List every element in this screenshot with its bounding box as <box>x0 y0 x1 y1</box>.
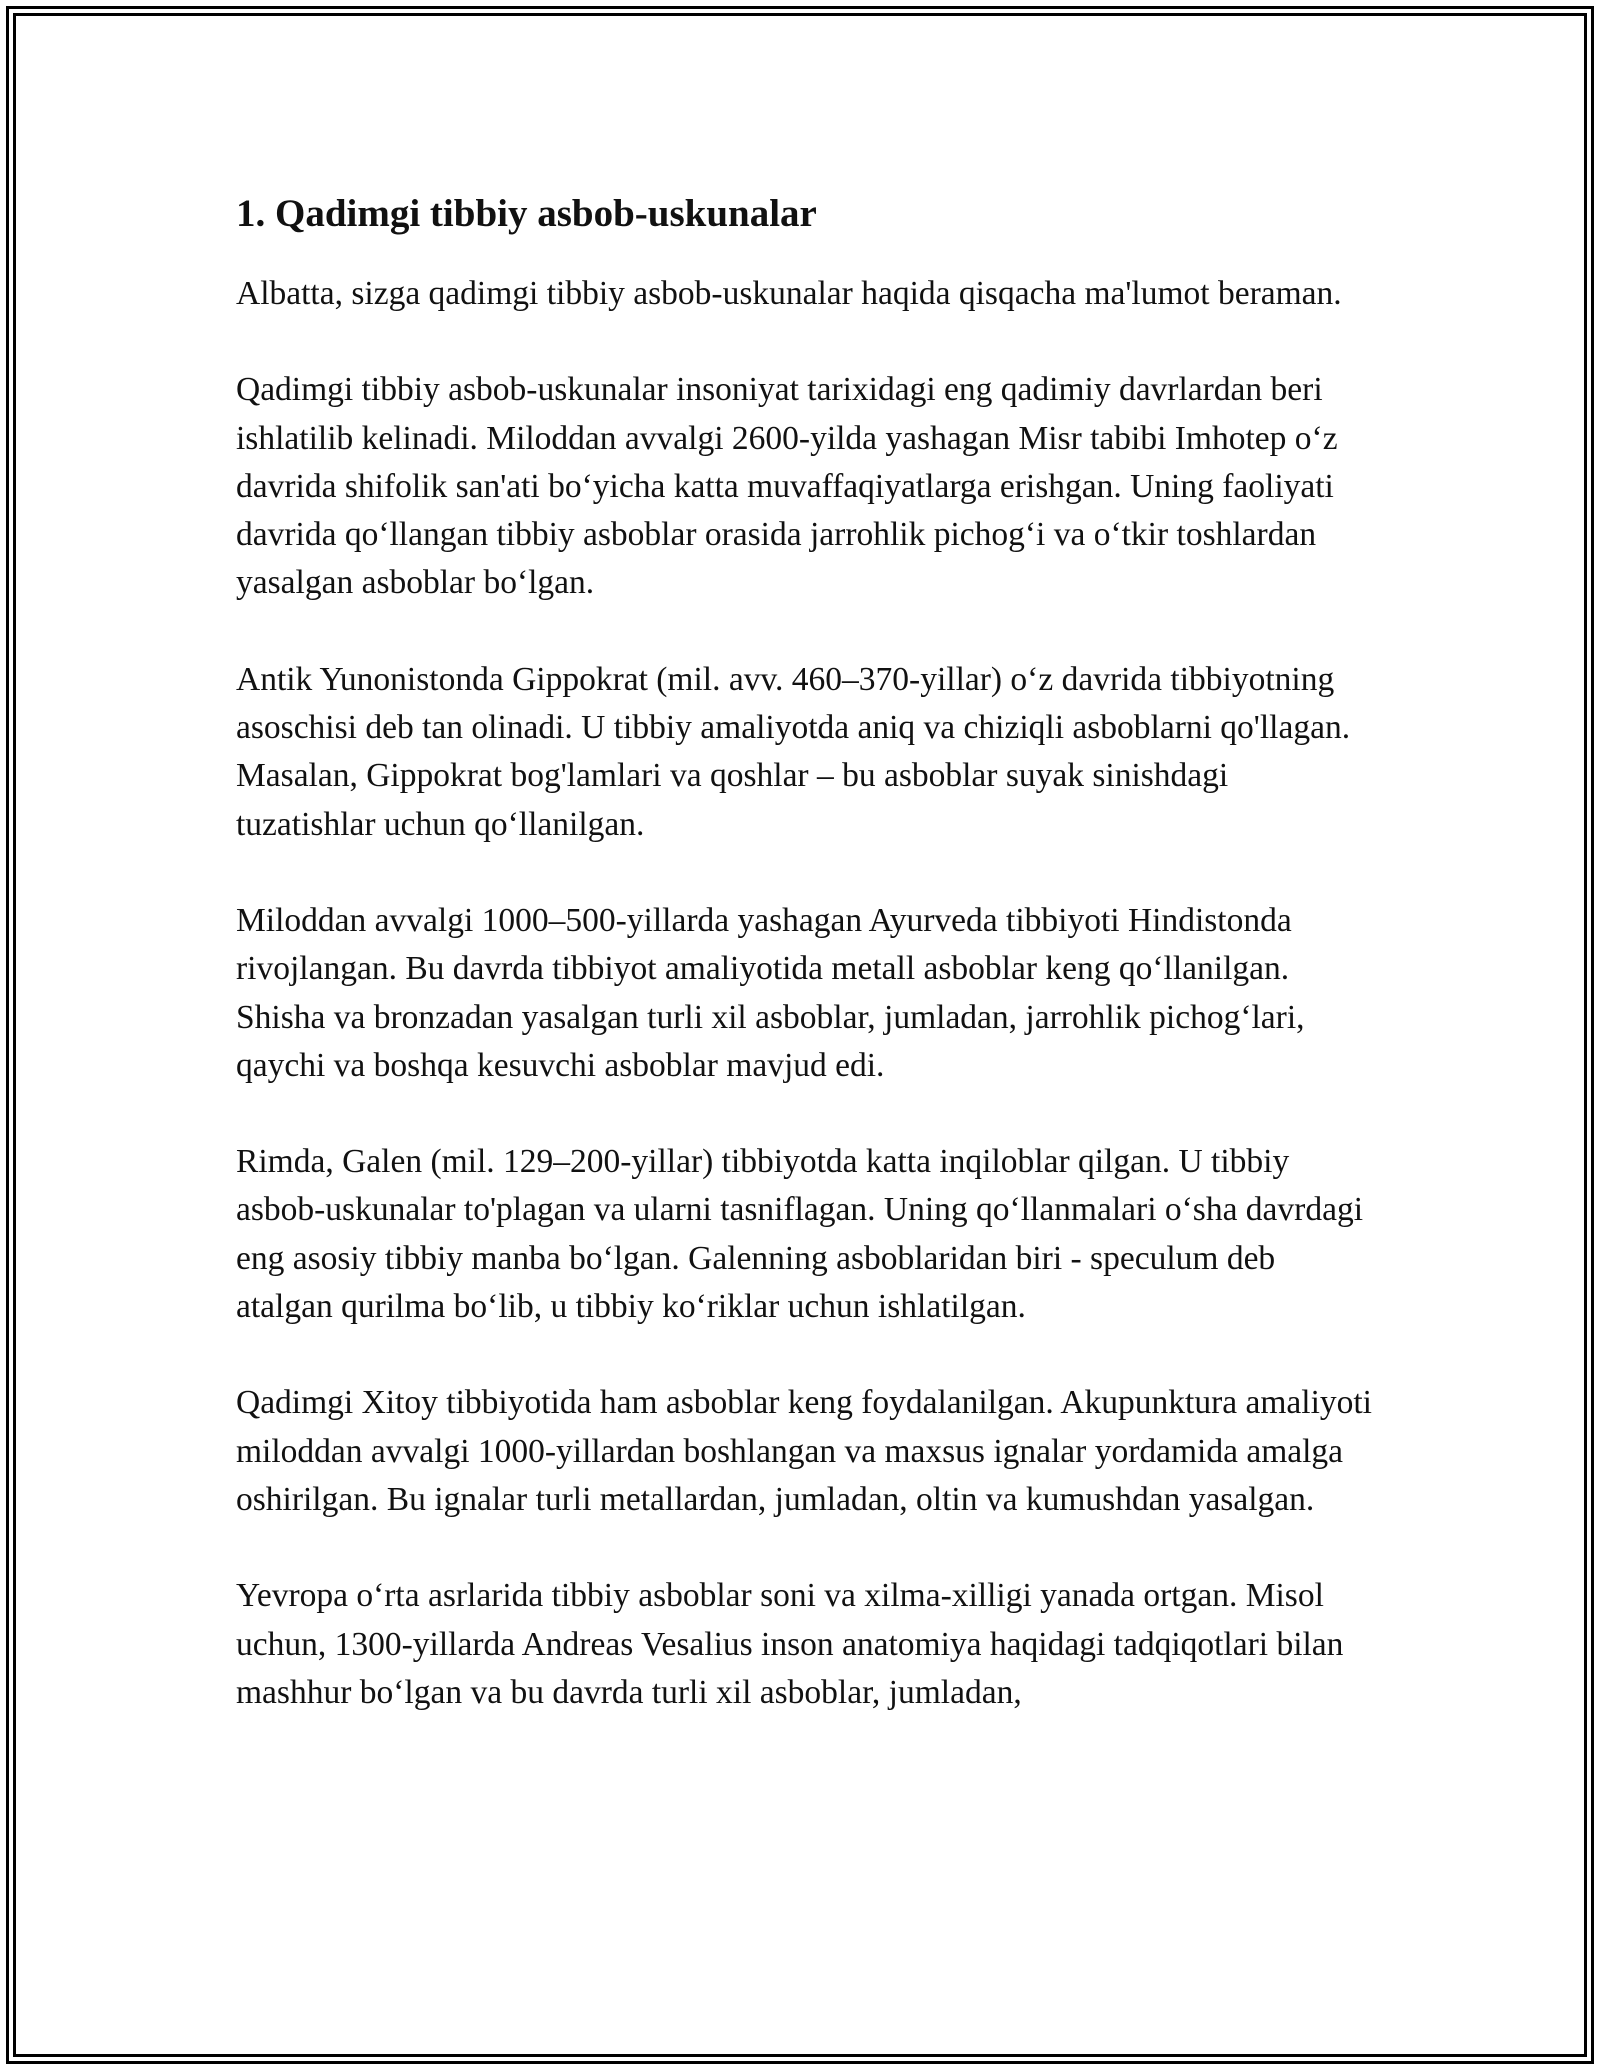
document-body <box>236 186 1376 1765</box>
paragraph-rome: Rimda, Galen (mil. 129–200-yillar) tibbiyotda katta inqiloblar qilgan. U tibbiy asbob-uskunalar to'plagan va ularni tasniflagan. Uning qo‘llanmalari o‘sha davrdagi eng asosiy tibbiy manba bo‘lgan. Galenning asboblaridan biri - speculum deb atalgan qurilma bo‘lib, u tibbiy ko‘riklar uchun ishlatilgan. <box>236 1143 1364 1326</box>
section-heading: 1. Qadimgi tibbiy asbob-uskunalar <box>236 192 817 235</box>
paragraph-india: Miloddan avvalgi 1000–500-yillarda yashagan Ayurveda tibbiyoti Hindistonda rivojlangan. Bu davrda tibbiyot amaliyotida metall asboblar keng qo‘llanilgan. Shisha va bronzadan yasalgan turli xil asboblar, jumladan, jarrohlik pichog‘lari, qaychi va boshqa kesuvchi asboblar mavjud edi. <box>236 901 1305 1084</box>
paragraph-intro: Albatta, sizga qadimgi tibbiy asbob-uskunalar haqida qisqacha ma'lumot beraman. <box>236 275 1342 312</box>
paragraph-china: Qadimgi Xitoy tibbiyotida ham asboblar keng foydalanilgan. Akupunktura amaliyoti miloddan avvalgi 1000-yillardan boshlangan va maxsus ignalar yordamida amalga oshirilgan. Bu ignalar turli metallardan, jumladan, oltin va kumushdan yasalgan. <box>236 1384 1372 1518</box>
paragraph-greece: Antik Yunonistonda Gippokrat (mil. avv. 460–370-yillar) o‘z davrida tibbiyotning asoschisi deb tan olinadi. U tibbiy amaliyotda aniq va chiziqli asboblarni qo'llagan. Masalan, Gippokrat bog'lamlari va qoshlar – bu asboblar suyak sinishdagi tuzatishlar uchun qo‘llanilgan. <box>236 660 1351 843</box>
paragraph-egypt: Qadimgi tibbiy asbob-uskunalar insoniyat tarixidagi eng qadimiy davrlardan beri ishlatilib kelinadi. Miloddan avvalgi 2600-yilda yashagan Misr tabibi Imhotep o‘z davrida shifolik san'ati bo‘yicha katta muvaffaqiyatlarga erishgan. Uning faoliyati davrida qo‘llangan tibbiy asboblar orasida jarrohlik pichog‘i va o‘tkir toshlardan yasalgan asboblar bo‘lgan. <box>236 371 1338 602</box>
paragraph-europe: Yevropa o‘rta asrlarida tibbiy asboblar soni va xilma-xilligi yanada ortgan. Misol uchun, 1300-yillarda Andreas Vesalius inson anatomiya haqidagi tadqiqotlari bilan mashhur bo‘lgan va bu davrda turli xil asboblar, jumladan, <box>236 1577 1344 1711</box>
